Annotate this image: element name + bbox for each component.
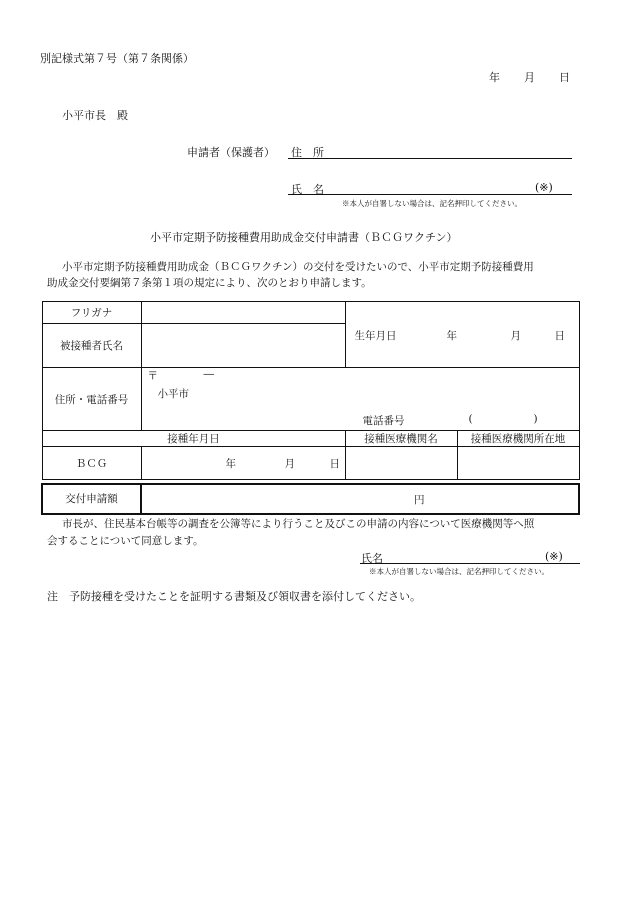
institution-location-input[interactable] bbox=[457, 447, 579, 480]
document-title: 小平市定期予防接種費用助成金交付申請書（ＢＣＧワクチン） bbox=[150, 231, 458, 244]
vac-year-label: 年 bbox=[225, 458, 236, 470]
furigana-label: フリガナ bbox=[42, 302, 141, 324]
addressee: 小平市長 殿 bbox=[62, 109, 128, 122]
birth-year-label: 年 bbox=[446, 329, 457, 342]
applicant-name-line[interactable] bbox=[288, 194, 572, 195]
vac-month-label: 月 bbox=[284, 458, 295, 470]
city-label: 小平市 bbox=[157, 388, 189, 400]
address-phone-input[interactable] bbox=[141, 368, 579, 431]
vac-day-label: 日 bbox=[329, 458, 340, 470]
applicant-seal-mark: (※) bbox=[535, 181, 553, 194]
institution-name-input[interactable] bbox=[345, 447, 457, 480]
intro-line-1: 小平市定期予防接種費用助成金（ＢＣＧワクチン）の交付を受けたいので、小平市定期予防接種費用 bbox=[62, 261, 534, 273]
date-day-label: 日 bbox=[559, 71, 570, 84]
consent-line-2: 会することについて同意します。 bbox=[47, 535, 204, 547]
intro-line-2: 助成金交付要綱第７条第１項の規定により、次のとおり申請します。 bbox=[47, 277, 372, 289]
vaccination-date-input[interactable] bbox=[141, 447, 345, 480]
applicant-address-line[interactable] bbox=[288, 158, 572, 159]
birthdate-label: 生年月日 bbox=[354, 329, 397, 342]
vaccinee-name-input[interactable] bbox=[141, 324, 345, 368]
phone-label: 電話番号 bbox=[362, 415, 405, 427]
col-institution-name: 接種医療機関名 bbox=[345, 431, 457, 447]
address-phone-label: 住所・電話番号 bbox=[42, 368, 141, 431]
applicant-name-label: 氏 名 bbox=[291, 183, 324, 196]
applicant-label: 申請者（保護者） bbox=[187, 146, 275, 159]
consent-seal-mark: (※) bbox=[545, 550, 563, 563]
vaccinee-name-label: 被接種者氏名 bbox=[42, 324, 141, 368]
birth-day-label: 日 bbox=[554, 329, 565, 342]
form-number: 別記様式第７号（第７条関係） bbox=[40, 52, 194, 65]
birth-month-label: 月 bbox=[510, 329, 521, 342]
consent-name-label: 氏名 bbox=[361, 552, 383, 565]
vaccine-name: ＢＣＧ bbox=[42, 447, 141, 480]
attachment-note: 注 予防接種を受けたことを証明する書類及び領収書を添付してください。 bbox=[47, 590, 421, 603]
furigana-input[interactable] bbox=[141, 302, 345, 324]
date-month-label: 月 bbox=[524, 71, 535, 84]
consent-seal-note: ※本人が自署しない場合は、記名押印してください。 bbox=[369, 567, 549, 576]
postal-mark: 〒 bbox=[147, 370, 158, 382]
phone-close-paren: ) bbox=[533, 413, 538, 425]
phone-open-paren: ( bbox=[468, 413, 473, 425]
consent-line-1: 市長が、住民基本台帳等の調査を公簿等により行うこと及びこの申請の内容について医療機関等へ照 bbox=[62, 518, 535, 530]
consent-name-line[interactable] bbox=[360, 563, 580, 564]
amount-input[interactable] bbox=[141, 484, 579, 514]
date-year-label: 年 bbox=[489, 71, 500, 84]
col-institution-location: 接種医療機関所在地 bbox=[457, 431, 579, 447]
amount-label: 交付申請額 bbox=[42, 484, 141, 514]
col-vaccination-date: 接種年月日 bbox=[42, 431, 345, 447]
postal-dash: ― bbox=[203, 368, 214, 380]
applicant-seal-note: ※本人が自署しない場合は、記名押印してください。 bbox=[342, 199, 522, 208]
amount-unit: 円 bbox=[414, 493, 425, 506]
application-table bbox=[41, 301, 580, 515]
birthdate-cell[interactable] bbox=[345, 302, 579, 368]
applicant-address-label: 住 所 bbox=[291, 146, 324, 159]
